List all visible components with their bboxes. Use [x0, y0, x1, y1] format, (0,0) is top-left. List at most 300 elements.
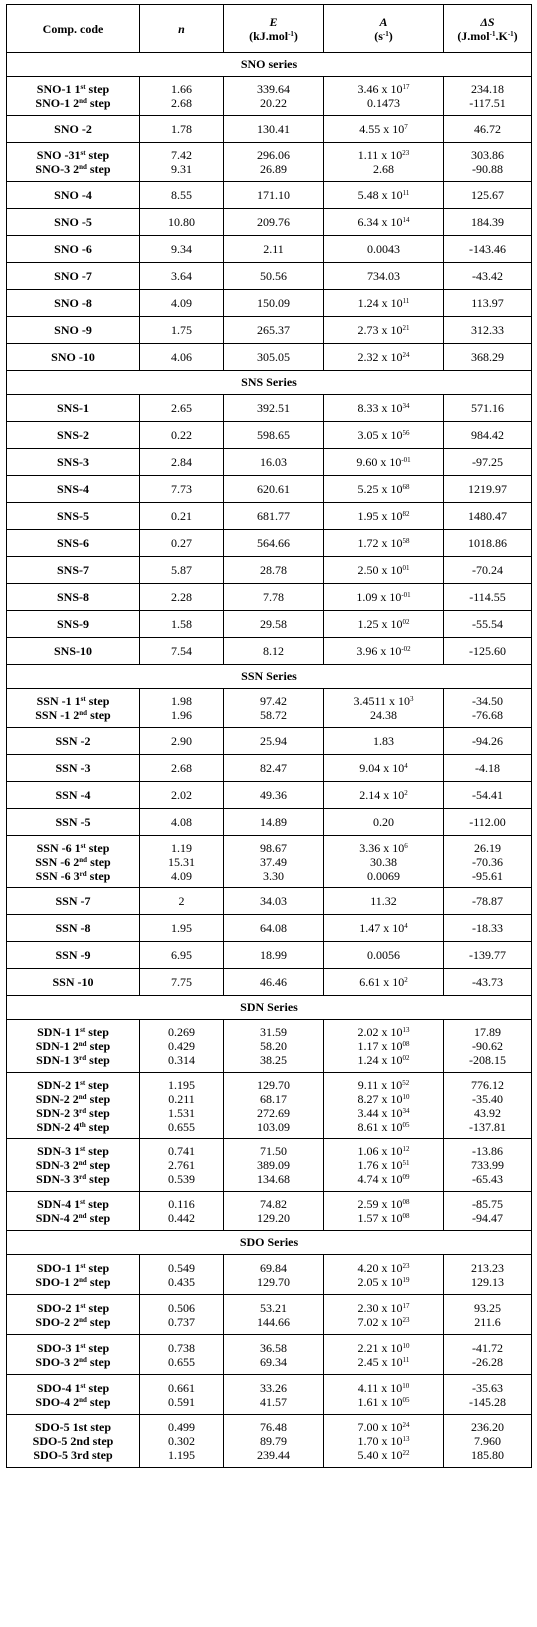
table-row — [7, 728, 532, 755]
pre-exponential-value: 8.33 x $10^{34}$ — [357, 401, 410, 415]
pre-exponential-cell — [324, 290, 444, 317]
pre-exponential-value: 7.00 x $10^{24}$ — [357, 1420, 410, 1434]
energy-cell — [224, 77, 324, 116]
pre-exponential-value: 2.14 x $10^2$ — [359, 788, 408, 802]
n-cell — [140, 1073, 224, 1139]
entropy-value: 184.39 — [471, 215, 504, 229]
comp-code: SDN-2 2nd step — [35, 1091, 111, 1106]
entropy-cell — [444, 143, 532, 182]
pre-exponential-value: 3.96 x $10^{-02}$ — [356, 644, 411, 658]
entropy-cell — [444, 1335, 532, 1375]
entropy-cell — [444, 836, 532, 888]
n-cell — [140, 728, 224, 755]
entropy-value: -41.72 — [472, 1340, 503, 1355]
entropy-cell — [444, 915, 532, 942]
entropy-value: -70.24 — [472, 563, 503, 577]
entropy-value: -85.75 — [472, 1197, 503, 1211]
n-cell — [140, 209, 224, 236]
table-row — [7, 1415, 532, 1468]
comp-code: SSN -6 2nd step — [35, 854, 111, 869]
comp-code-cell — [7, 476, 140, 503]
table-row — [7, 77, 532, 116]
comp-code-cell — [7, 182, 140, 209]
n-cell — [140, 1020, 224, 1073]
pre-exponential-cell — [324, 611, 444, 638]
entropy-value: 113.97 — [471, 296, 504, 310]
entropy-value: -139.77 — [469, 948, 506, 962]
energy-cell — [224, 143, 324, 182]
table-row — [7, 344, 532, 371]
comp-code: SSN -6 1st step — [36, 840, 110, 855]
n-value: 0.499 — [168, 1420, 195, 1434]
entropy-cell — [444, 395, 532, 422]
entropy-value: -208.15 — [469, 1053, 506, 1067]
pre-exponential-value: 1.61 x $10^{05}$ — [357, 1394, 410, 1409]
entropy-cell — [444, 1192, 532, 1231]
section-title: SDO Series — [7, 1231, 532, 1255]
n-cell — [140, 1375, 224, 1415]
energy-value: 20.22 — [260, 96, 287, 110]
pre-exponential-cell — [324, 395, 444, 422]
energy-value: 18.99 — [260, 948, 287, 962]
pre-exponential-value: 6.34 x $10^{14}$ — [357, 215, 410, 229]
comp-code: SSN -1 1st step — [36, 694, 110, 708]
pre-exponential-value: 4.55 x $10^7$ — [359, 122, 408, 136]
pre-exponential-cell — [324, 1255, 444, 1295]
n-value: 1.66 — [171, 82, 192, 96]
entropy-value: 93.25 — [474, 1300, 501, 1315]
comp-code-cell — [7, 1139, 140, 1192]
energy-cell — [224, 1255, 324, 1295]
comp-code-cell — [7, 317, 140, 344]
energy-cell — [224, 476, 324, 503]
energy-value: 26.89 — [260, 162, 287, 176]
comp-code: SNS-3 — [56, 455, 89, 469]
n-value: 0.661 — [168, 1380, 195, 1395]
n-cell — [140, 1139, 224, 1192]
energy-cell — [224, 395, 324, 422]
comp-code: SNO-1 1st step — [36, 82, 110, 96]
n-value: 1.75 — [171, 323, 192, 337]
energy-value: 82.47 — [260, 761, 287, 775]
energy-cell — [224, 1375, 324, 1415]
energy-value: 2.11 — [263, 242, 284, 256]
entropy-value: 1018.86 — [468, 536, 507, 550]
n-cell — [140, 182, 224, 209]
comp-code: SDO-1 2nd step — [35, 1274, 111, 1289]
n-value: 0.655 — [168, 1354, 195, 1369]
entropy-value: -90.62 — [472, 1039, 503, 1053]
comp-code: SDN-3 2nd step — [35, 1158, 111, 1172]
comp-code: SDN-1 3rd step — [36, 1053, 110, 1067]
comp-code-cell — [7, 1073, 140, 1139]
energy-cell — [224, 809, 324, 836]
comp-code: SNS-6 — [56, 536, 89, 550]
energy-value: 49.36 — [260, 788, 287, 802]
n-cell — [140, 942, 224, 969]
pre-exponential-value: 1.06 x $10^{12}$ — [357, 1144, 410, 1158]
comp-code: SNO -31st step — [36, 148, 110, 162]
n-value: 0.27 — [171, 536, 192, 550]
table-row — [7, 1192, 532, 1231]
entropy-cell — [444, 888, 532, 915]
section-header-row — [7, 1231, 532, 1255]
entropy-value: -143.46 — [469, 242, 506, 256]
energy-cell — [224, 530, 324, 557]
table-row — [7, 317, 532, 344]
energy-value: 38.25 — [260, 1053, 287, 1067]
pre-exponential-cell — [324, 209, 444, 236]
n-value: 4.09 — [171, 868, 192, 883]
table-row — [7, 182, 532, 209]
entropy-value: 46.72 — [474, 122, 501, 136]
n-value: 2.28 — [171, 590, 192, 604]
comp-code-cell — [7, 116, 140, 143]
comp-code: SDO-5 2nd step — [32, 1434, 114, 1448]
n-value: 0.737 — [168, 1314, 195, 1329]
table-row — [7, 263, 532, 290]
header-E — [224, 5, 324, 53]
pre-exponential-cell — [324, 942, 444, 969]
entropy-value: 1480.47 — [468, 509, 507, 523]
section-title: SNS Series — [7, 371, 532, 395]
comp-code: SNS-10 — [53, 644, 92, 658]
pre-exponential-cell — [324, 476, 444, 503]
n-value: 3.64 — [171, 269, 192, 283]
n-value: 2.761 — [168, 1158, 195, 1172]
comp-code-cell — [7, 584, 140, 611]
energy-value: 620.61 — [257, 482, 290, 496]
n-value: 5.87 — [171, 563, 192, 577]
comp-code: SNO-1 2nd step — [35, 96, 111, 110]
comp-code: SNO -2 — [54, 122, 92, 136]
pre-exponential-value: 1.72 x $10^{58}$ — [357, 536, 410, 550]
n-value: 1.531 — [168, 1105, 195, 1120]
comp-code: SSN -7 — [55, 894, 91, 908]
energy-value: 3.30 — [263, 868, 284, 883]
pre-exponential-cell — [324, 557, 444, 584]
pre-exponential-cell — [324, 755, 444, 782]
n-cell — [140, 638, 224, 665]
entropy-value: -145.28 — [469, 1394, 506, 1409]
section-title: SNO series — [7, 53, 532, 77]
pre-exponential-cell — [324, 915, 444, 942]
comp-code: SDN-3 3rd step — [36, 1172, 110, 1186]
energy-value: 25.94 — [260, 734, 287, 748]
entropy-cell — [444, 209, 532, 236]
energy-cell — [224, 942, 324, 969]
n-cell — [140, 755, 224, 782]
n-value: 1.78 — [171, 122, 192, 136]
energy-value: 209.76 — [257, 215, 290, 229]
n-cell — [140, 836, 224, 888]
comp-code: SNO -5 — [54, 215, 92, 229]
entropy-value: -117.51 — [469, 96, 506, 110]
pre-exponential-value: 1.95 x $10^{82}$ — [357, 509, 410, 523]
entropy-value: 1219.97 — [468, 482, 507, 496]
n-value: 2.65 — [171, 401, 192, 415]
entropy-value: -78.87 — [472, 894, 503, 908]
table-row — [7, 638, 532, 665]
n-value: 2.84 — [171, 455, 192, 469]
n-value: 9.34 — [171, 242, 192, 256]
energy-cell — [224, 1335, 324, 1375]
pre-exponential-cell — [324, 728, 444, 755]
energy-cell — [224, 969, 324, 996]
n-value: 0.655 — [168, 1119, 195, 1134]
table-row — [7, 530, 532, 557]
n-cell — [140, 782, 224, 809]
pre-exponential-value: 2.59 x $10^{08}$ — [357, 1197, 410, 1211]
comp-code: SNS-4 — [56, 482, 89, 496]
table-row — [7, 942, 532, 969]
pre-exponential-value: 7.02 x $10^{23}$ — [357, 1314, 410, 1329]
comp-code: SDN-2 3rd step — [36, 1105, 110, 1120]
entropy-cell — [444, 755, 532, 782]
table-row — [7, 755, 532, 782]
table-row — [7, 584, 532, 611]
pre-exponential-cell — [324, 1415, 444, 1468]
comp-code: SSN -8 — [55, 921, 91, 935]
comp-code-cell — [7, 290, 140, 317]
entropy-value: -125.60 — [469, 644, 506, 658]
entropy-value: -43.42 — [472, 269, 503, 283]
n-value: 0.738 — [168, 1340, 195, 1355]
entropy-value: -90.88 — [472, 162, 503, 176]
table-row — [7, 809, 532, 836]
entropy-value: -34.50 — [472, 694, 503, 708]
pre-exponential-cell — [324, 969, 444, 996]
n-value: 0.22 — [171, 428, 192, 442]
comp-code-cell — [7, 689, 140, 728]
energy-cell — [224, 209, 324, 236]
comp-code: SDO-3 2nd step — [35, 1354, 111, 1369]
energy-value: 69.34 — [260, 1354, 287, 1369]
entropy-cell — [444, 1073, 532, 1139]
n-cell — [140, 263, 224, 290]
comp-code-cell — [7, 530, 140, 557]
entropy-cell — [444, 638, 532, 665]
header-A — [324, 5, 444, 53]
comp-code: SNS-7 — [56, 563, 89, 577]
comp-code: SSN -9 — [55, 948, 91, 962]
entropy-cell — [444, 557, 532, 584]
table-row — [7, 915, 532, 942]
comp-code: SDO-5 1st step — [34, 1420, 111, 1434]
pre-exponential-value: 8.27 x $10^{10}$ — [357, 1091, 410, 1106]
energy-value: 98.67 — [260, 840, 287, 855]
pre-exponential-cell — [324, 143, 444, 182]
n-value: 2.68 — [171, 96, 192, 110]
n-value: 0.314 — [168, 1053, 195, 1067]
n-cell — [140, 344, 224, 371]
pre-exponential-value: 4.74 x $10^{09}$ — [357, 1172, 410, 1186]
table-row — [7, 836, 532, 888]
energy-cell — [224, 755, 324, 782]
comp-code-cell — [7, 344, 140, 371]
energy-cell — [224, 290, 324, 317]
comp-code: SDO-2 1st step — [36, 1300, 110, 1315]
pre-exponential-cell — [324, 1020, 444, 1073]
energy-cell — [224, 638, 324, 665]
entropy-value: -35.63 — [472, 1380, 503, 1395]
comp-code: SNS-5 — [56, 509, 89, 523]
table-row — [7, 422, 532, 449]
header-delta-S — [444, 5, 532, 53]
comp-code: SDN-4 1st step — [37, 1197, 109, 1211]
energy-value: 681.77 — [257, 509, 290, 523]
table-row — [7, 395, 532, 422]
pre-exponential-value: 2.73 x $10^{21}$ — [357, 323, 410, 337]
pre-exponential-value: 1.83 — [373, 734, 394, 748]
energy-cell — [224, 503, 324, 530]
n-value: 4.09 — [171, 296, 192, 310]
entropy-cell — [444, 1375, 532, 1415]
comp-code-cell — [7, 969, 140, 996]
comp-code-cell — [7, 263, 140, 290]
n-cell — [140, 503, 224, 530]
table-row — [7, 143, 532, 182]
pre-exponential-value: 2.32 x $10^{24}$ — [357, 350, 410, 364]
pre-exponential-value: 4.11 x $10^{10}$ — [357, 1380, 410, 1395]
table-row — [7, 236, 532, 263]
comp-code: SSN -5 — [55, 815, 91, 829]
energy-value: 389.09 — [257, 1158, 290, 1172]
pre-exponential-value: 3.05 x $10^{56}$ — [357, 428, 410, 442]
pre-exponential-value: 1.47 x $10^4$ — [359, 921, 408, 935]
n-value: 4.08 — [171, 815, 192, 829]
entropy-cell — [444, 809, 532, 836]
n-value: 1.95 — [171, 921, 192, 935]
comp-code: SNO-3 2nd step — [35, 162, 111, 176]
energy-value: 68.17 — [260, 1091, 287, 1106]
energy-value: 392.51 — [257, 401, 290, 415]
comp-code: SDO-5 3rd step — [33, 1448, 113, 1462]
energy-cell — [224, 263, 324, 290]
entropy-value: -4.18 — [475, 761, 500, 775]
energy-value: 69.84 — [260, 1260, 287, 1275]
pre-exponential-value: 9.04 x $10^4$ — [359, 761, 408, 775]
n-cell — [140, 1295, 224, 1335]
n-value: 0.429 — [168, 1039, 195, 1053]
energy-cell — [224, 116, 324, 143]
pre-exponential-value: 1.24 x $10^{11}$ — [357, 296, 410, 310]
n-cell — [140, 1255, 224, 1295]
comp-code: SSN -10 — [52, 975, 94, 989]
pre-exponential-value: 0.1473 — [367, 96, 400, 110]
table-row — [7, 503, 532, 530]
entropy-cell — [444, 182, 532, 209]
entropy-value: 236.20 — [471, 1420, 504, 1434]
comp-code-cell — [7, 755, 140, 782]
n-cell — [140, 915, 224, 942]
header-E-symbol: E — [269, 14, 278, 29]
energy-cell — [224, 728, 324, 755]
comp-code: SNS-8 — [56, 590, 89, 604]
energy-value: 272.69 — [257, 1105, 290, 1120]
n-value: 1.58 — [171, 617, 192, 631]
header-delta-S-unit: $(J.mol^{-1}.K^{-1})$ — [457, 28, 518, 43]
energy-value: 7.78 — [263, 590, 284, 604]
header-n-symbol: n — [178, 21, 185, 36]
energy-value: 36.58 — [260, 1340, 287, 1355]
pre-exponential-value: 1.09 x $10^{-01}$ — [356, 590, 411, 604]
n-cell — [140, 116, 224, 143]
energy-value: 31.59 — [260, 1025, 287, 1039]
n-value: 2.68 — [171, 761, 192, 775]
comp-code: SNS-9 — [56, 617, 89, 631]
entropy-value: 17.89 — [474, 1025, 501, 1039]
n-value: 6.95 — [171, 948, 192, 962]
energy-value: 74.82 — [260, 1197, 287, 1211]
entropy-cell — [444, 1415, 532, 1468]
section-header-row — [7, 371, 532, 395]
n-value: 9.31 — [171, 162, 192, 176]
n-value: 0.506 — [168, 1300, 195, 1315]
comp-code: SNO -7 — [54, 269, 92, 283]
entropy-cell — [444, 263, 532, 290]
table-row — [7, 1335, 532, 1375]
energy-value: 130.41 — [257, 122, 290, 136]
table-row — [7, 116, 532, 143]
table-row — [7, 1073, 532, 1139]
section-header-row — [7, 996, 532, 1020]
energy-value: 171.10 — [257, 188, 290, 202]
energy-value: 28.78 — [260, 563, 287, 577]
pre-exponential-cell — [324, 182, 444, 209]
header-row — [7, 5, 532, 53]
comp-code-cell — [7, 942, 140, 969]
energy-cell — [224, 1415, 324, 1468]
n-cell — [140, 1335, 224, 1375]
pre-exponential-cell — [324, 584, 444, 611]
energy-cell — [224, 1139, 324, 1192]
energy-cell — [224, 915, 324, 942]
energy-value: 41.57 — [260, 1394, 287, 1409]
energy-value: 129.20 — [257, 1211, 290, 1225]
energy-value: 144.66 — [257, 1314, 290, 1329]
header-A-unit: $(s^{-1})$ — [374, 28, 393, 43]
entropy-value: 776.12 — [471, 1077, 504, 1092]
pre-exponential-value: 5.40 x $10^{22}$ — [357, 1448, 410, 1462]
energy-value: 58.72 — [260, 708, 287, 722]
n-cell — [140, 809, 224, 836]
n-value: 0.116 — [168, 1197, 195, 1211]
pre-exponential-value: 3.44 x $10^{34}$ — [357, 1105, 410, 1120]
entropy-value: 26.19 — [474, 840, 501, 855]
comp-code-cell — [7, 638, 140, 665]
energy-value: 134.68 — [257, 1172, 290, 1186]
entropy-value: -43.73 — [472, 975, 503, 989]
energy-value: 296.06 — [257, 148, 290, 162]
energy-cell — [224, 449, 324, 476]
n-value: 0.269 — [168, 1025, 195, 1039]
pre-exponential-cell — [324, 263, 444, 290]
pre-exponential-cell — [324, 1139, 444, 1192]
energy-value: 97.42 — [260, 694, 287, 708]
pre-exponential-value: 2.45 x $10^{11}$ — [357, 1354, 410, 1369]
energy-cell — [224, 1073, 324, 1139]
comp-code: SDO-3 1st step — [36, 1340, 110, 1355]
pre-exponential-value: 734.03 — [367, 269, 400, 283]
comp-code: SSN -1 2nd step — [35, 708, 111, 722]
entropy-value: -35.40 — [472, 1091, 503, 1106]
n-value: 2.90 — [171, 734, 192, 748]
n-value: 7.42 — [171, 148, 192, 162]
comp-code-cell — [7, 422, 140, 449]
comp-code: SDN-2 1st step — [37, 1077, 109, 1092]
n-value: 0.741 — [168, 1144, 195, 1158]
